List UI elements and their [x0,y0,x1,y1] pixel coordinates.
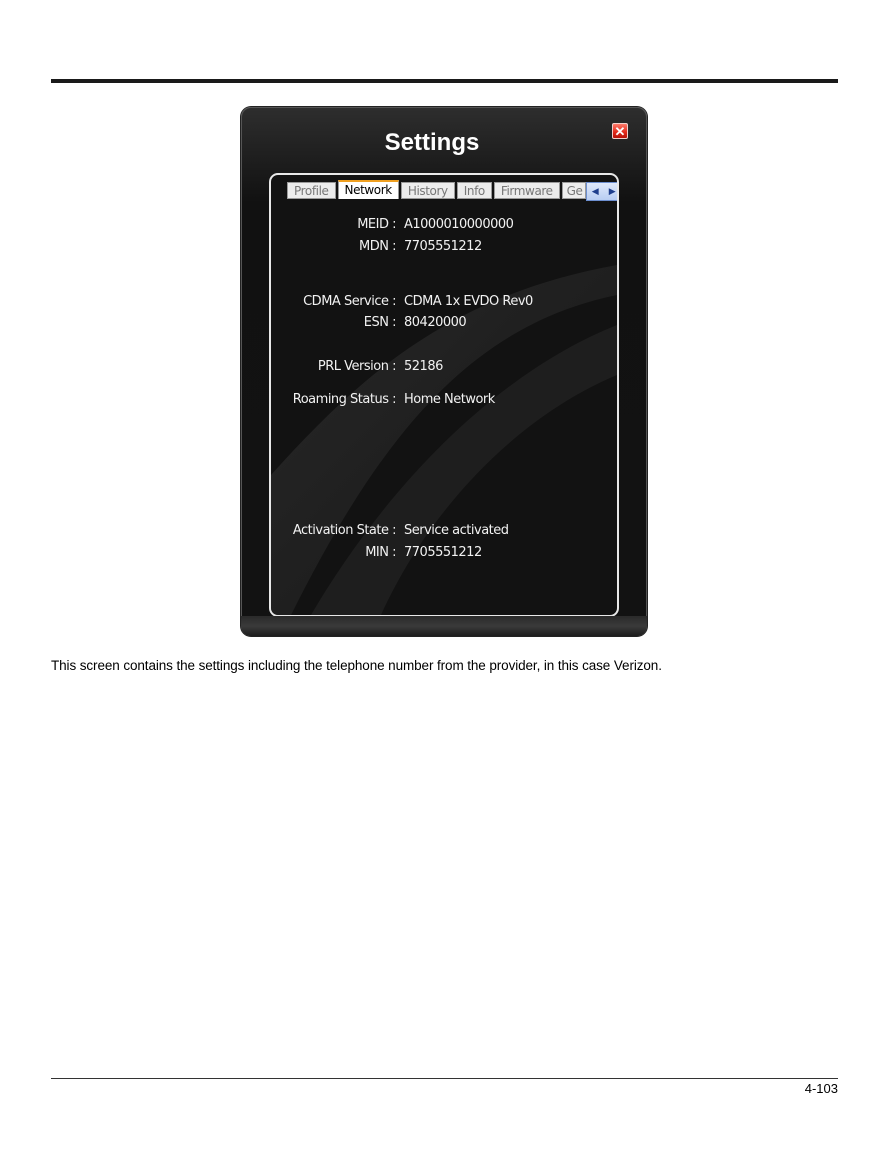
field-value: Service activated [404,523,509,538]
tab-profile[interactable]: Profile [287,182,336,199]
field-value: CDMA 1x EVDO Rev0 [404,294,533,309]
field-value: 80420000 [404,315,467,330]
page-number: 4-103 [804,1081,838,1096]
caption-text: This screen contains the settings including the telephone number from the provider, in this case Verizon. [51,658,662,673]
field-label: Activation State : [292,523,396,538]
tab-info[interactable]: Info [457,182,492,199]
chevron-right-icon[interactable]: ▶ [608,186,616,196]
field-min [271,545,617,561]
field-value: 52186 [404,359,443,374]
field-value: A1000010000000 [404,217,514,232]
field-mdn [271,239,617,255]
field-cdma-service [271,294,617,310]
field-roaming-status [271,392,617,408]
field-prl-version [271,359,617,375]
field-activation-state [271,523,617,539]
field-label: MIN : [365,545,396,560]
dialog-title: Settings [384,129,480,156]
field-label: ESN : [363,315,396,330]
field-label: Roaming Status : [292,392,396,407]
tab-network[interactable]: Network [338,180,399,199]
field-label: MEID : [357,217,396,232]
settings-panel [269,173,619,617]
field-label: CDMA Service : [303,294,396,309]
tab-strip [287,181,619,199]
tab-scroll-buttons [586,182,619,201]
field-value: 7705551212 [404,239,482,254]
field-label: MDN : [359,239,396,254]
tab-history[interactable]: History [401,182,455,199]
tab-firmware[interactable]: Firmware [494,182,560,199]
field-value: 7705551212 [404,545,482,560]
header-rule [51,79,838,83]
close-icon[interactable]: ✕ [612,123,628,139]
field-value: Home Network [404,392,495,407]
field-esn [271,315,617,331]
chevron-left-icon[interactable]: ◀ [591,186,599,196]
tab-general[interactable]: Ge [562,182,586,199]
settings-dialog [241,107,647,636]
field-label: PRL Version : [317,359,396,374]
field-meid [271,217,617,233]
dialog-bottom-bar [241,616,647,636]
footer-rule [51,1078,838,1079]
